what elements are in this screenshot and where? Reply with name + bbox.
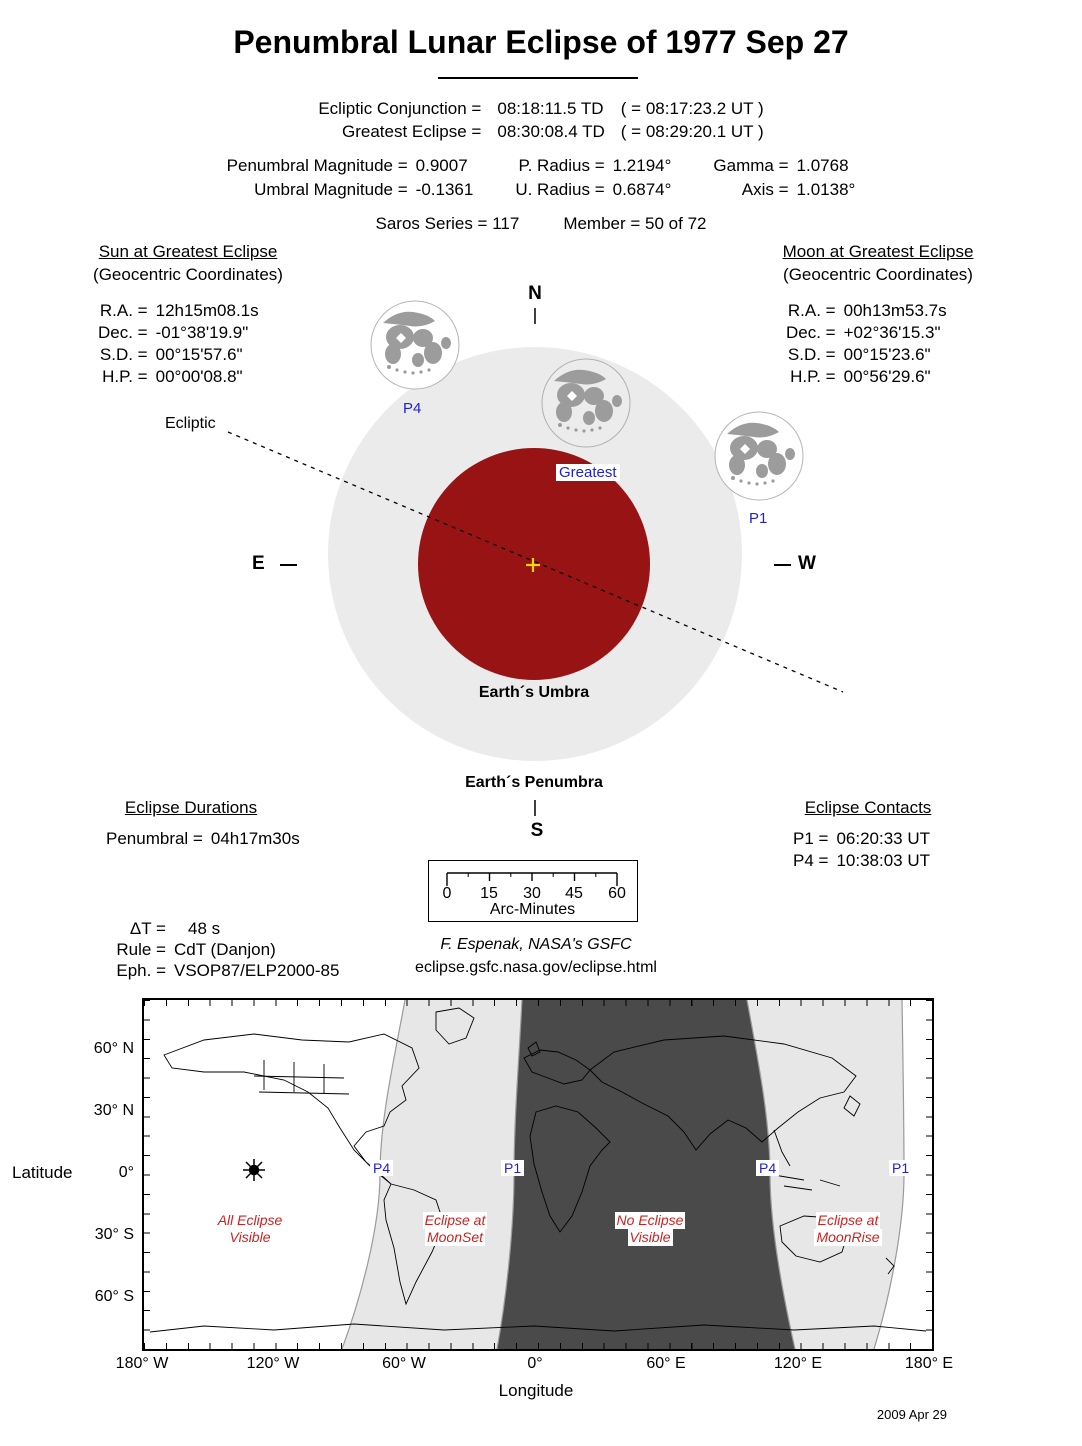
ephemeris-label: Eph. =: [116, 961, 166, 980]
page-title: Penumbral Lunar Eclipse of 1977 Sep 27: [233, 24, 849, 60]
region-label-all-visible: [190, 1212, 310, 1246]
map-contact-p4-east: P4: [756, 1160, 779, 1176]
eclipse-times: [0, 97, 1082, 143]
moon-ra-label: R.A. =: [787, 301, 836, 320]
longitude-axis-label: Longitude: [498, 1381, 574, 1400]
lon-tick-120w: 120° W: [246, 1355, 300, 1372]
eclipse-parameters: [0, 154, 1082, 202]
map-ticks-top: [144, 1000, 932, 1006]
sun-ra-label: R.A. =: [99, 301, 148, 320]
u-radius-label: U. Radius =: [515, 180, 605, 199]
greatest-label: Greatest: [556, 464, 620, 481]
sun-sd-label: S.D. =: [99, 345, 148, 364]
delta-t-value: 48 s: [188, 919, 221, 938]
ecliptic-conjunction-ut: ( = 08:17:23.2 UT ): [620, 99, 764, 118]
rule-label: Rule =: [116, 940, 166, 959]
p-radius-value: 1.2194°: [612, 156, 672, 175]
region-label-line2: MoonSet: [426, 1229, 484, 1245]
eclipse-durations: [106, 796, 300, 850]
sun-ra-value: 12h15m08.1s: [155, 301, 259, 320]
calc-constants: [88, 918, 339, 981]
lon-tick-60e: 60° E: [646, 1355, 686, 1372]
saros-series: Saros Series = 117: [375, 214, 520, 233]
ecliptic-conjunction-label: Ecliptic Conjunction =: [318, 99, 482, 118]
umbra-label: Earth´s Umbra: [478, 684, 590, 701]
title-underline: [438, 77, 638, 79]
region-label-line1: No Eclipse: [616, 1212, 684, 1228]
umbral-magnitude-label: Umbral Magnitude =: [254, 180, 408, 199]
rule-value: CdT (Danjon): [174, 940, 276, 959]
scale-tick-15: 15: [480, 885, 498, 902]
compass-east: E: [252, 553, 265, 574]
gamma-label: Gamma =: [713, 156, 789, 175]
contact-p1-time-value: 06:20:33 UT: [836, 829, 931, 848]
penumbral-duration-value: 04h17m30s: [210, 829, 300, 848]
sun-sd-value: 00°15'57.6": [155, 345, 243, 364]
eclipse-contacts: [793, 796, 943, 872]
p-radius-label: P. Radius =: [518, 156, 605, 175]
contact-p4-time-label: P4 =: [793, 851, 829, 870]
region-label-line2: MoonRise: [816, 1229, 880, 1245]
moon-hp-value: 00°56'29.6": [843, 367, 931, 386]
umbral-magnitude-value: -0.1361: [415, 180, 474, 199]
scale-unit: Arc-Minutes: [489, 901, 576, 918]
map-contact-p1-west: P1: [501, 1160, 524, 1176]
region-label-line1: Eclipse at: [424, 1212, 486, 1228]
sun-dec-label: Dec. =: [98, 323, 148, 342]
sun-dec-value: -01°38'19.9": [155, 323, 249, 342]
penumbra-label: Earth´s Penumbra: [465, 774, 603, 791]
scale-tick-30: 30: [523, 885, 541, 902]
region-label-no-eclipse: [590, 1212, 710, 1246]
penumbral-duration-label: Penumbral =: [106, 829, 203, 848]
region-no-eclipse: [497, 1000, 795, 1349]
scale-bar: [428, 860, 638, 922]
lon-tick-60w: 60° W: [382, 1355, 426, 1372]
lon-tick-0: 0°: [527, 1355, 543, 1372]
author-credit: F. Espenak, NASA's GSFC: [440, 936, 632, 953]
contact-p4-time-value: 10:38:03 UT: [836, 851, 931, 870]
sun-heading: Sun at Greatest Eclipse: [98, 242, 278, 261]
u-radius-value: 0.6874°: [612, 180, 672, 199]
moon-dec-label: Dec. =: [786, 323, 836, 342]
region-label-line2: Visible: [629, 1229, 671, 1245]
map-ticks-bottom: [144, 1343, 932, 1349]
sun-subheading: (Geocentric Coordinates): [93, 265, 283, 284]
durations-heading: Eclipse Durations: [124, 798, 258, 817]
gamma-value: 1.0768: [796, 156, 849, 175]
moon-sd-label: S.D. =: [787, 345, 836, 364]
moon-sd-value: 00°15'23.6": [843, 345, 931, 364]
compass-west: W: [798, 553, 816, 574]
shadow-diagram: [0, 280, 1082, 850]
lat-tick-0: 0°: [118, 1164, 134, 1181]
map-ticks-left: [144, 1000, 150, 1349]
date-stamp: 2009 Apr 29: [876, 1407, 947, 1422]
moon-p4: [371, 301, 459, 389]
saros-line: [0, 212, 1082, 235]
region-label-moonset: [395, 1212, 515, 1246]
map-canvas: [144, 1000, 932, 1349]
axis-label: Axis =: [741, 180, 789, 199]
greatest-eclipse-td: 08:30:08.4 TD: [497, 122, 605, 141]
lon-tick-120e: 120° E: [773, 1355, 823, 1372]
sun-hp-label: H.P. =: [102, 367, 148, 386]
scale-tick-45: 45: [565, 885, 583, 902]
moon-dec-value: +02°36'15.3": [843, 323, 941, 342]
moon-greatest: [542, 359, 630, 447]
sun-hp-value: 00°00'08.8": [155, 367, 243, 386]
scale-tick-0: 0: [442, 885, 452, 902]
lat-tick-60s: 60° S: [94, 1288, 134, 1305]
region-label-line1: Eclipse at: [817, 1212, 879, 1228]
moon-heading: Moon at Greatest Eclipse: [782, 242, 974, 261]
moon-p1: [715, 412, 803, 500]
compass-south: S: [530, 820, 544, 841]
latitude-axis-label: Latitude: [12, 1163, 73, 1182]
credit-url: eclipse.gsfc.nasa.gov/eclipse.html: [415, 959, 657, 976]
ecliptic-label: Ecliptic: [165, 415, 216, 432]
lat-tick-60n: 60° N: [93, 1040, 134, 1057]
scale-tick-60: 60: [608, 885, 626, 902]
map-contact-p4-west: P4: [370, 1160, 393, 1176]
region-label-line2: Visible: [229, 1229, 271, 1245]
contacts-heading: Eclipse Contacts: [804, 798, 932, 817]
delta-t-label: ΔT =: [129, 919, 166, 938]
region-label-moonrise: [788, 1212, 908, 1246]
contact-p1-label: P1: [749, 510, 768, 527]
ecliptic-conjunction-td: 08:18:11.5 TD: [497, 99, 604, 118]
moon-hp-label: H.P. =: [790, 367, 836, 386]
contact-p1-time-label: P1 =: [793, 829, 829, 848]
zenith-sun-icon: [243, 1159, 265, 1181]
moon-ra-value: 00h13m53.7s: [843, 301, 947, 320]
map-ticks-right: [926, 1000, 932, 1349]
penumbral-magnitude-value: 0.9007: [415, 156, 468, 175]
lat-tick-30n: 30° N: [93, 1102, 134, 1119]
contact-p4-label: P4: [403, 400, 422, 417]
axis-value: 1.0138°: [796, 180, 856, 199]
region-moonset: [342, 1000, 522, 1349]
compass-north: N: [528, 283, 542, 304]
saros-member: Member = 50 of 72: [563, 214, 707, 233]
greatest-eclipse-ut: ( = 08:29:20.1 UT ): [620, 122, 764, 141]
region-label-line1: All Eclipse: [217, 1212, 283, 1228]
greatest-eclipse-label: Greatest Eclipse =: [341, 122, 482, 141]
moon-subheading: (Geocentric Coordinates): [783, 265, 973, 284]
visibility-map: [142, 998, 934, 1351]
lon-tick-180w: 180° W: [115, 1355, 169, 1372]
ephemeris-value: VSOP87/ELP2000-85: [174, 961, 340, 980]
map-contact-p1-east: P1: [889, 1160, 912, 1176]
lon-tick-180e: 180° E: [904, 1355, 954, 1372]
penumbral-magnitude-label: Penumbral Magnitude =: [226, 156, 408, 175]
lat-tick-30s: 30° S: [94, 1226, 134, 1243]
